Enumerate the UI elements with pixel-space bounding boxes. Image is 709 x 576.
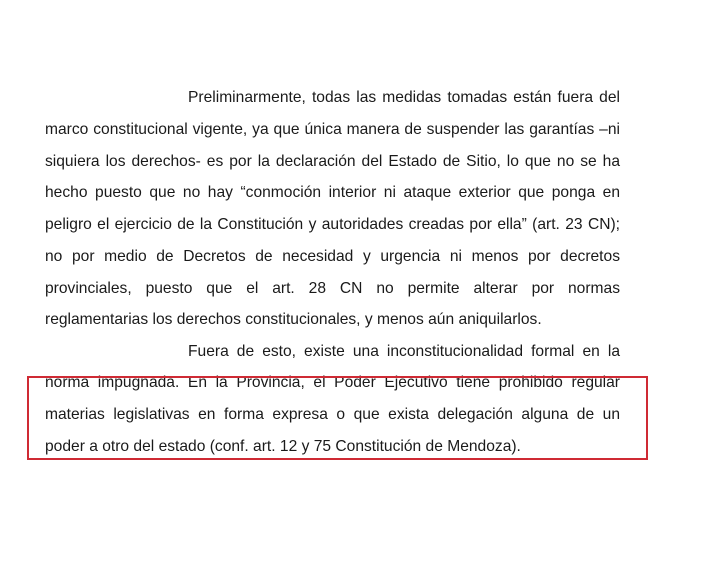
- paragraph-line: hecho puesto que no hay “conmoción interior ni ataque exterior que ponga en: [45, 184, 620, 201]
- paragraph-line: marco constitucional vigente, ya que única manera de suspender las garantías –ni: [45, 121, 620, 138]
- paragraph-line: siquiera los derechos- es por la declaración del Estado de Sitio, lo que no se ha: [45, 153, 620, 170]
- paragraph-line: poder a otro del estado (conf. art. 12 y 75 Constitución de Mendoza).: [45, 438, 521, 455]
- paragraph-line: provinciales, puesto que el art. 28 CN no permite alterar por normas: [45, 280, 620, 297]
- paragraph-line: Fuera de esto, existe una inconstitucionalidad formal en la: [188, 343, 620, 360]
- paragraph-line: reglamentarias los derechos constitucionales, y menos aún aniquilarlos.: [45, 311, 542, 328]
- paragraph-line: norma impugnada. En la Provincia, el Poder Ejecutivo tiene prohibido regular: [45, 374, 620, 391]
- paragraph-line: peligro el ejercicio de la Constitución y autoridades creadas por ella” (art. 23 CN);: [45, 216, 620, 233]
- paragraph-line: materias legislativas en forma expresa o que exista delegación alguna de un: [45, 406, 620, 423]
- paragraph-line: Preliminarmente, todas las medidas tomadas están fuera del: [188, 89, 620, 106]
- paragraph-line: no por medio de Decretos de necesidad y urgencia ni menos por decretos: [45, 248, 620, 265]
